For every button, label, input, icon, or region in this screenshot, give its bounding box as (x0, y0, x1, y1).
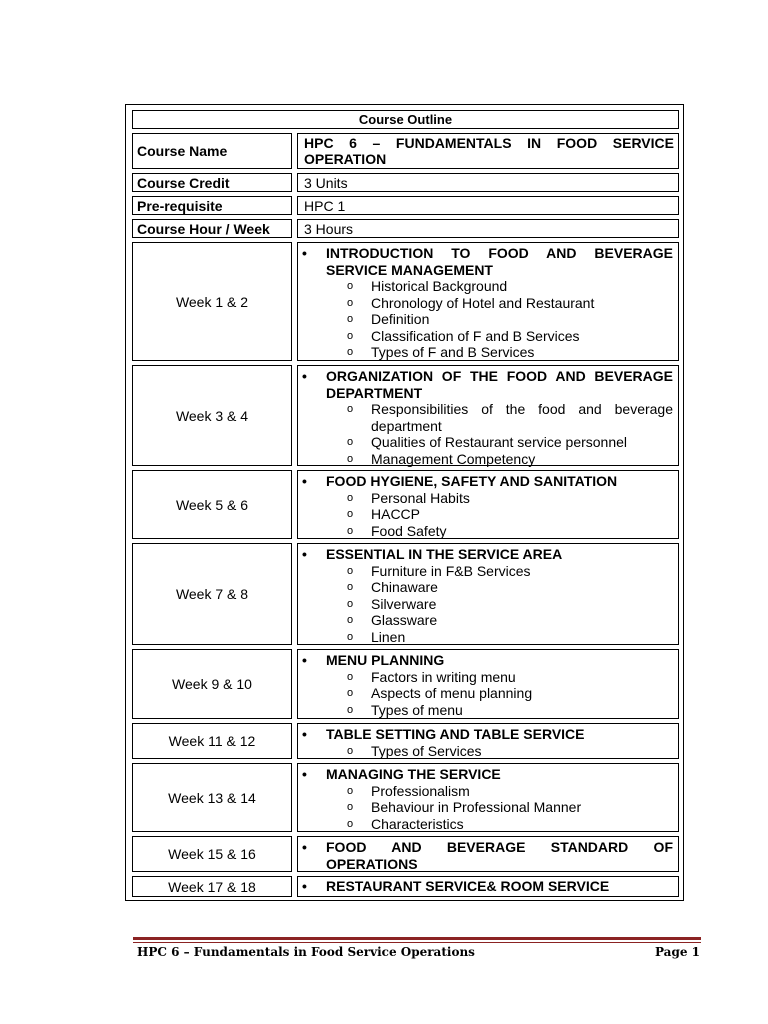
week-topic-cell (297, 242, 679, 361)
subtopic-text: Responsibilities of the food and beverage (371, 401, 673, 417)
sub-bullet-icon: o (347, 403, 354, 415)
week-topic-cell (297, 723, 679, 759)
sub-bullet-icon: o (347, 597, 354, 610)
topic-title-text: INTRODUCTION TO FOOD AND BEVERAGE (326, 245, 673, 261)
topic-title-line (298, 726, 673, 743)
subtopic-text: Glassware (371, 612, 438, 628)
week-label: Week 13 & 14 (132, 763, 292, 832)
week-topic-cell (297, 649, 679, 719)
sub-bullet-icon: o (347, 670, 354, 683)
subtopic-text: Types of F and B Services (371, 344, 535, 360)
subtopic-item (298, 685, 673, 702)
sub-bullet-icon: o (347, 817, 354, 830)
week-label: Week 7 & 8 (132, 543, 292, 645)
subtopic-text: Management Competency (371, 450, 536, 467)
topic-title-line (298, 652, 673, 669)
footer-title: HPC 6 – Fundamentals in Food Service Operations (137, 945, 475, 959)
footer-rule-thin (133, 942, 701, 943)
subtopic-text: Types of Services (371, 742, 482, 759)
subtopic-item (298, 311, 673, 328)
week-label: Week 1 & 2 (132, 242, 292, 361)
subtopic-item (298, 328, 673, 345)
sub-bullet-icon: o (347, 564, 354, 577)
course-name-label: Course Name (132, 133, 292, 169)
sub-bullet-icon: o (347, 614, 354, 626)
topic-title-line (298, 839, 673, 856)
sub-bullet-icon: o (347, 524, 354, 537)
subtopic-text: Historical Background (371, 278, 508, 294)
topic-title-text: FOOD HYGIENE, SAFETY AND SANITATION (326, 473, 618, 489)
topic-title-line (298, 245, 673, 262)
sub-bullet-icon: o (347, 784, 354, 797)
subtopic-item (298, 612, 673, 629)
subtopic-item (298, 434, 673, 451)
bullet-icon: • (302, 368, 307, 384)
sub-bullet-icon: o (347, 436, 354, 448)
week-topic-cell (297, 763, 679, 832)
topic-title-line (298, 473, 673, 490)
week-label: Week 11 & 12 (132, 723, 292, 759)
subtopic-text: Definition (371, 311, 430, 327)
week-topic-cell (297, 470, 679, 539)
subtopic-text: Food Safety (371, 522, 447, 539)
subtopic-item (298, 506, 673, 523)
subtopic-item (298, 702, 673, 719)
week-topic-cell (297, 365, 679, 466)
subtopic-text: HACCP (371, 506, 421, 522)
table-header: Course Outline (132, 110, 679, 129)
bullet-icon: • (302, 546, 307, 562)
subtopic-text: Behaviour in Professional Manner (371, 799, 582, 815)
topic-title-line (298, 878, 673, 895)
bullet-icon: • (302, 839, 307, 855)
week-topic-cell (297, 543, 679, 645)
course-credit-label: Course Credit (132, 173, 292, 192)
sub-bullet-icon: o (347, 346, 354, 358)
sub-bullet-icon: o (347, 329, 354, 342)
course-name-value (297, 133, 679, 169)
subtopic-text: Factors in writing menu (371, 668, 516, 685)
subtopic-text: Characteristics (371, 815, 464, 832)
bullet-icon: • (302, 766, 307, 782)
subtopic-text: Chronology of Hotel and Restaurant (371, 294, 595, 311)
week-topic-cell (297, 876, 679, 897)
bullet-icon: • (302, 878, 307, 894)
subtopic-text: Linen (371, 628, 406, 645)
page-number: Page 1 (654, 945, 700, 959)
topic-title-text: DEPARTMENT (326, 384, 423, 401)
sub-bullet-icon: o (347, 687, 354, 699)
topic-title-line (298, 766, 673, 783)
course-credit-value: 3 Units (297, 173, 679, 192)
week-label: Week 9 & 10 (132, 649, 292, 719)
topic-title-text: MANAGING THE SERVICE (326, 766, 501, 782)
sub-bullet-icon: o (347, 508, 354, 520)
subtopic-text: department (371, 417, 442, 434)
subtopic-item (298, 579, 673, 596)
subtopic-item (298, 629, 673, 646)
subtopic-text: Furniture in F&B Services (371, 562, 531, 579)
course-name-line-1: HPC 6 – FUNDAMENTALS IN FOOD SERVICE (304, 135, 674, 151)
sub-bullet-icon: o (347, 801, 354, 813)
topic-title-text: MENU PLANNING (326, 652, 445, 668)
footer-rule-thick (133, 937, 701, 940)
subtopic-text: Chinaware (371, 579, 438, 595)
subtopic-item (298, 563, 673, 580)
subtopic-item (298, 783, 673, 800)
subtopic-item (298, 344, 673, 361)
sub-bullet-icon: o (347, 630, 354, 643)
subtopic-text: Professionalism (371, 782, 470, 799)
subtopic-item (298, 418, 673, 435)
topic-title-line (298, 385, 673, 402)
bullet-icon: • (302, 652, 307, 668)
week-label: Week 5 & 6 (132, 470, 292, 539)
week-label: Week 3 & 4 (132, 365, 292, 466)
topic-title-text: ESSENTIAL IN THE SERVICE AREA (326, 546, 563, 562)
subtopic-item (298, 799, 673, 816)
subtopic-text: Aspects of menu planning (371, 685, 533, 701)
subtopic-text: Types of menu (371, 701, 463, 718)
topic-title-text: TABLE SETTING AND TABLE SERVICE (326, 726, 585, 742)
subtopic-item (298, 451, 673, 468)
week-label: Week 17 & 18 (132, 876, 292, 897)
sub-bullet-icon: o (347, 491, 354, 504)
week-topic-cell (297, 836, 679, 872)
bullet-icon: • (302, 245, 307, 261)
subtopic-item (298, 295, 673, 312)
topic-title-text: OPERATIONS (326, 855, 418, 872)
subtopic-item (298, 816, 673, 833)
topic-title-line (298, 546, 673, 563)
subtopic-text: Qualities of Restaurant service personnel (371, 434, 628, 450)
topic-title-line (298, 262, 673, 279)
sub-bullet-icon: o (347, 744, 354, 757)
topic-title-text: ORGANIZATION OF THE FOOD AND BEVERAGE (326, 368, 673, 384)
topic-title-line (298, 856, 673, 873)
topic-title-text: FOOD AND BEVERAGE STANDARD OF (326, 839, 673, 855)
sub-bullet-icon: o (347, 313, 354, 325)
bullet-icon: • (302, 726, 307, 742)
subtopic-item (298, 743, 673, 760)
subtopic-text: Classification of F and B Services (371, 327, 580, 344)
topic-title-text: RESTAURANT SERVICE& ROOM SERVICE (326, 878, 610, 894)
subtopic-item (298, 669, 673, 686)
subtopic-item (298, 523, 673, 540)
subtopic-item (298, 401, 673, 418)
subtopic-item (298, 278, 673, 295)
course-name-line-2: OPERATION (304, 151, 387, 167)
subtopic-item (298, 596, 673, 613)
prerequisite-label: Pre-requisite (132, 196, 292, 215)
subtopic-item (298, 490, 673, 507)
course-hour-value: 3 Hours (297, 219, 679, 238)
subtopic-text: Silverware (371, 595, 437, 612)
week-label: Week 15 & 16 (132, 836, 292, 872)
topic-title-line (298, 368, 673, 385)
sub-bullet-icon: o (347, 452, 354, 465)
sub-bullet-icon: o (347, 296, 354, 309)
sub-bullet-icon: o (347, 280, 354, 292)
topic-title-text: SERVICE MANAGEMENT (326, 261, 493, 278)
subtopic-text: Personal Habits (371, 489, 470, 506)
sub-bullet-icon: o (347, 703, 354, 716)
course-hour-label: Course Hour / Week (132, 219, 292, 238)
sub-bullet-icon: o (347, 581, 354, 593)
prerequisite-value: HPC 1 (297, 196, 679, 215)
bullet-icon: • (302, 473, 307, 489)
